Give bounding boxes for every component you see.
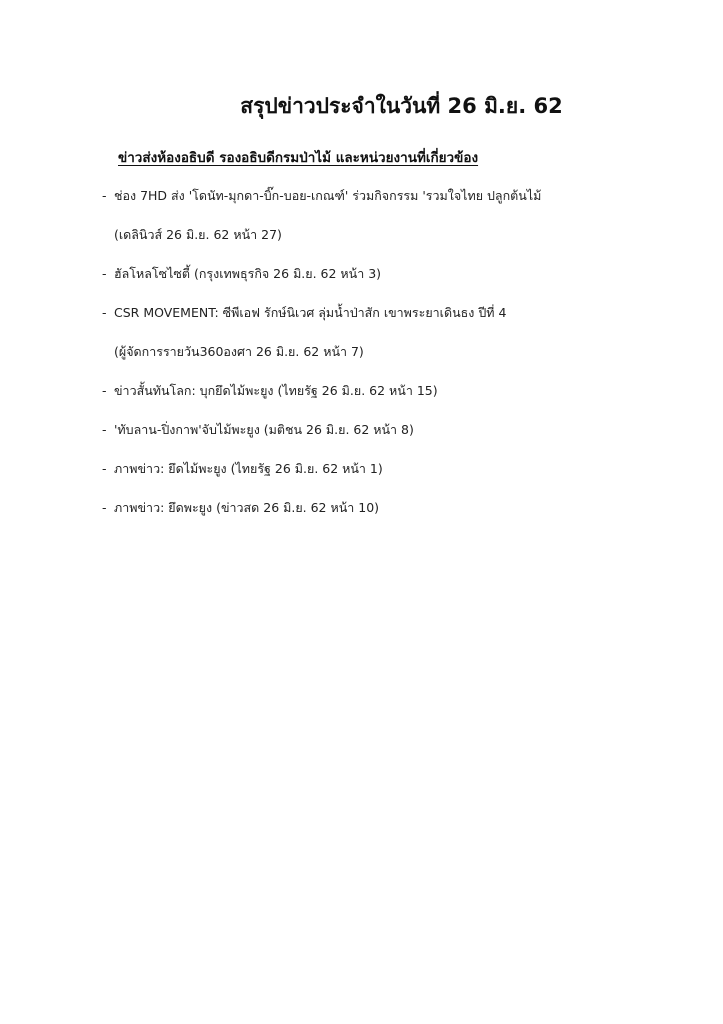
news-item-source: (เดลินิวส์ 26 มิ.ย. 62 หน้า 27) xyxy=(114,227,282,242)
news-list xyxy=(102,186,702,537)
news-item-text: 'ทับลาน-ปิ่งกาพ'จับไม้พะยูง (มติชน 26 มิ.ย. 62 หน้า 8) xyxy=(114,422,414,437)
news-item-text: ภาพข่าว: ยึดพะยูง (ข่าวสด 26 มิ.ย. 62 หน้า 10) xyxy=(114,500,380,515)
page-title: สรุปข่าวประจำในวันที่ 26 มิ.ย. 62 xyxy=(240,94,563,118)
bullet-dash: - xyxy=(102,266,107,281)
news-item-source: (ผู้จัดการรายวัน360องศา 26 มิ.ย. 62 หน้า 7) xyxy=(114,344,364,359)
section-heading: ข่าวส่งห้องอธิบดี รองอธิบดีกรมป่าไม้ และหน่วยงานที่เกี่ยวข้อง xyxy=(118,150,479,166)
bullet-dash: - xyxy=(102,461,107,476)
bullet-dash: - xyxy=(102,500,107,515)
bullet-dash: - xyxy=(102,383,107,398)
news-item-text: ช่อง 7HD ส่ง 'โดนัท-มุกดา-บิ๊ก-บอย-เกณฑ์' ร่วมกิจกรรม 'รวมใจไทย ปลูกต้นไม้ xyxy=(114,188,542,203)
news-item xyxy=(102,459,702,479)
bullet-dash: - xyxy=(102,422,107,437)
news-item-text: CSR MOVEMENT: ซีพีเอฟ รักษ์นิเวศ ลุ่มน้ำป่าสัก เขาพระยาเดินธง ปีที่ 4 xyxy=(114,305,507,320)
news-item xyxy=(102,420,702,440)
news-item xyxy=(102,303,702,362)
news-item-text: ฮัลโหลโซไซตี้ (กรุงเทพธุรกิจ 26 มิ.ย. 62 หน้า 3) xyxy=(114,266,382,281)
bullet-dash: - xyxy=(102,305,107,320)
news-item-text: ข่าวสั้นทันโลก: บุกยึดไม้พะยูง (ไทยรัฐ 26 มิ.ย. 62 หน้า 15) xyxy=(114,383,438,398)
news-item xyxy=(102,186,702,245)
bullet-dash: - xyxy=(102,188,107,203)
news-item xyxy=(102,264,702,284)
news-item xyxy=(102,381,702,401)
news-item-text: ภาพข่าว: ยึดไม้พะยูง (ไทยรัฐ 26 มิ.ย. 62 หน้า 1) xyxy=(114,461,383,476)
news-item xyxy=(102,498,702,518)
